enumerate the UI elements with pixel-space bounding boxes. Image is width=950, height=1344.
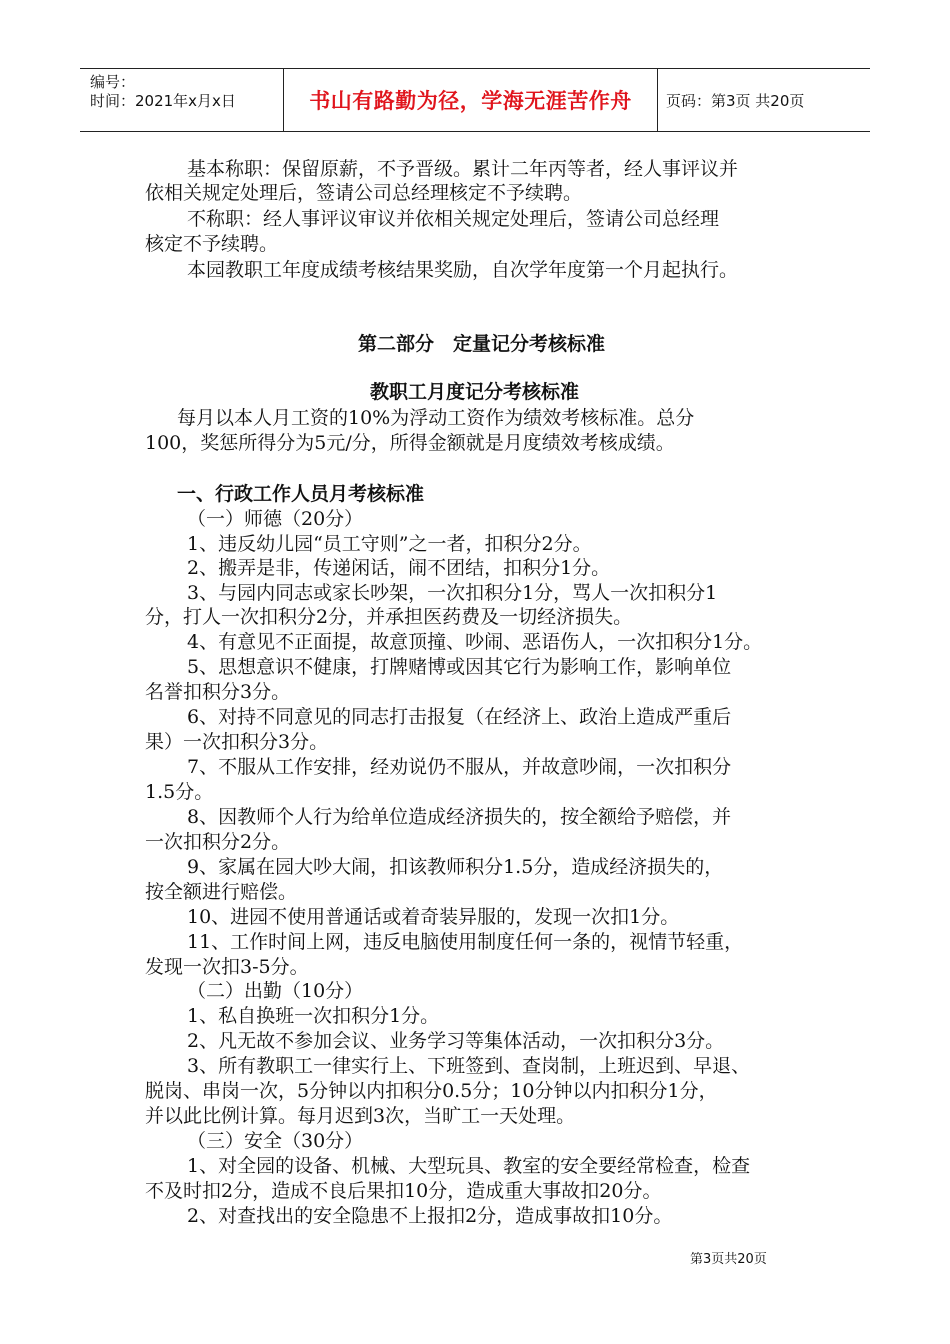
- list-item: 一次扣积分2分。: [145, 831, 291, 853]
- document-number: 编号：: [90, 73, 136, 91]
- list-item: 1.5分。: [145, 781, 214, 803]
- list-item: 9、家属在园大吵大闹，扣该教师积分1.5分，造成经济损失的，: [187, 856, 724, 878]
- list-item: 2、对查找出的安全隐患不上报扣2分，造成事故扣10分。: [187, 1205, 673, 1227]
- list-item: 1、违反幼儿园“员工守则”之一者，扣积分2分。: [187, 533, 592, 555]
- header-center-cell: [283, 69, 658, 131]
- list-item: 不及时扣2分，造成不良后果扣10分，造成重大事故扣20分。: [145, 1180, 662, 1202]
- list-item: 按全额进行赔偿。: [145, 881, 298, 903]
- list-item: 果）一次扣积分3分。: [145, 731, 329, 753]
- list-item: 脱岗、串岗一次，5分钟以内扣积分0.5分；10分钟以内扣积分1分，: [145, 1080, 718, 1102]
- list-item: 发现一次扣3-5分。: [145, 956, 309, 978]
- list-item: 11、工作时间上网，违反电脑使用制度任何一条的，视情节轻重，: [187, 931, 744, 953]
- item-heading: （二）出勤（10分）: [187, 980, 364, 1002]
- paragraph-line: 100，奖惩所得分为5元/分，所得金额就是月度绩效考核成绩。: [145, 432, 675, 454]
- list-item: 3、所有教职工一律实行上、下班签到、查岗制，上班迟到、早退、: [187, 1055, 751, 1077]
- category-heading: 一、行政工作人员月考核标准: [177, 483, 425, 505]
- item-heading: （一）师德（20分）: [187, 508, 364, 530]
- subsection-heading: 教职工月度记分考核标准: [370, 381, 580, 403]
- list-item: 名誉扣积分3分。: [145, 681, 291, 703]
- header-page-number: 页码：第3页 共20页: [666, 92, 805, 110]
- paragraph-line: 本园教职工年度成绩考核结果奖励，自次学年度第一个月起执行。: [187, 259, 739, 281]
- list-item: 5、思想意识不健康，打牌赌博或因其它行为影响工作，影响单位: [187, 656, 732, 678]
- list-item: 并以此比例计算。每月迟到3次，当旷工一天处理。: [145, 1105, 576, 1127]
- list-item: 2、搬弄是非，传递闲话，闹不团结，扣积分1分。: [187, 557, 611, 579]
- list-item: 7、不服从工作安排，经劝说仍不服从，并故意吵闹，一次扣积分: [187, 756, 732, 778]
- paragraph-line: 基本称职：保留原薪，不予晋级。累计二年丙等者，经人事评议并: [187, 158, 739, 180]
- list-item: 8、因教师个人行为给单位造成经济损失的，按全额给予赔偿，并: [187, 806, 732, 828]
- list-item: 6、对持不同意见的同志打击报复（在经济上、政治上造成严重后: [187, 706, 732, 728]
- paragraph-line: 核定不予续聘。: [145, 233, 279, 255]
- header-motto: 书山有路勤为径，学海无涯苦作舟: [309, 89, 632, 113]
- page-header: [80, 68, 870, 132]
- document-date: 时间：2021年x月x日: [90, 92, 236, 110]
- list-item: 2、凡无故不参加会议、业务学习等集体活动，一次扣积分3分。: [187, 1030, 725, 1052]
- list-item: 10、进园不使用普通话或着奇装异服的，发现一次扣1分。: [187, 906, 680, 928]
- list-item: 1、私自换班一次扣积分1分。: [187, 1005, 440, 1027]
- header-right-cell: [656, 69, 870, 131]
- list-item: 分，打人一次扣积分2分，并承担医药费及一切经济损失。: [145, 606, 633, 628]
- page-footer: 第3页共20页: [690, 1252, 767, 1267]
- list-item: 1、对全园的设备、机械、大型玩具、教室的安全要经常检查，检查: [187, 1155, 751, 1177]
- header-left-cell: [80, 69, 283, 131]
- section-heading: 第二部分 定量记分考核标准: [358, 333, 606, 355]
- paragraph-line: 每月以本人月工资的10%为浮动工资作为绩效考核标准。总分: [177, 407, 695, 429]
- list-item: 4、有意见不正面提，故意顶撞、吵闹、恶语伤人，一次扣积分1分。: [187, 631, 763, 653]
- paragraph-line: 不称职：经人事评议审议并依相关规定处理后，签请公司总经理: [187, 208, 720, 230]
- list-item: 3、与园内同志或家长吵架，一次扣积分1分，骂人一次扣积分1: [187, 582, 718, 604]
- item-heading: （三）安全（30分）: [187, 1130, 364, 1152]
- paragraph-line: 依相关规定处理后，签请公司总经理核定不予续聘。: [145, 182, 583, 204]
